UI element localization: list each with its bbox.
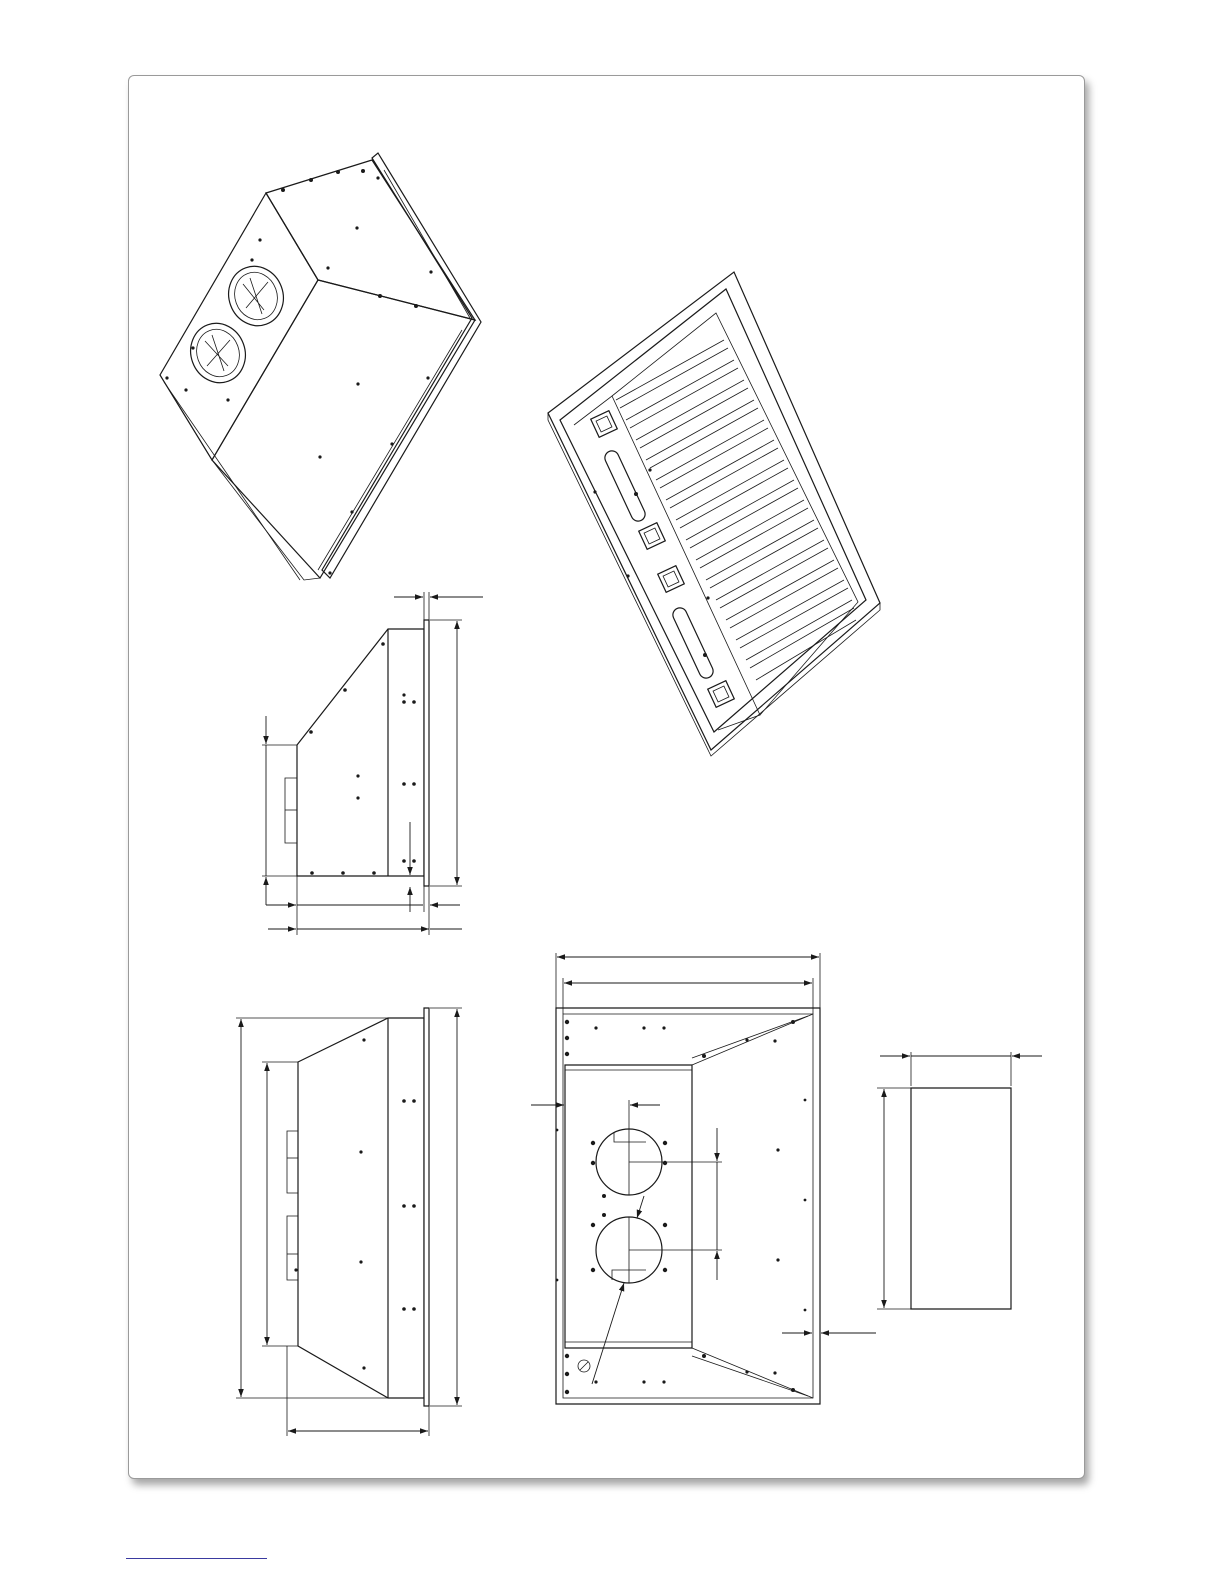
side-view-lower [236, 1008, 462, 1436]
top-plan-view [531, 953, 876, 1404]
isometric-top-view [160, 153, 481, 580]
side-view-upper [262, 592, 483, 935]
cutout-rectangle [877, 1052, 1042, 1309]
isometric-bottom-view [548, 272, 880, 756]
footer-rule [126, 1558, 267, 1559]
